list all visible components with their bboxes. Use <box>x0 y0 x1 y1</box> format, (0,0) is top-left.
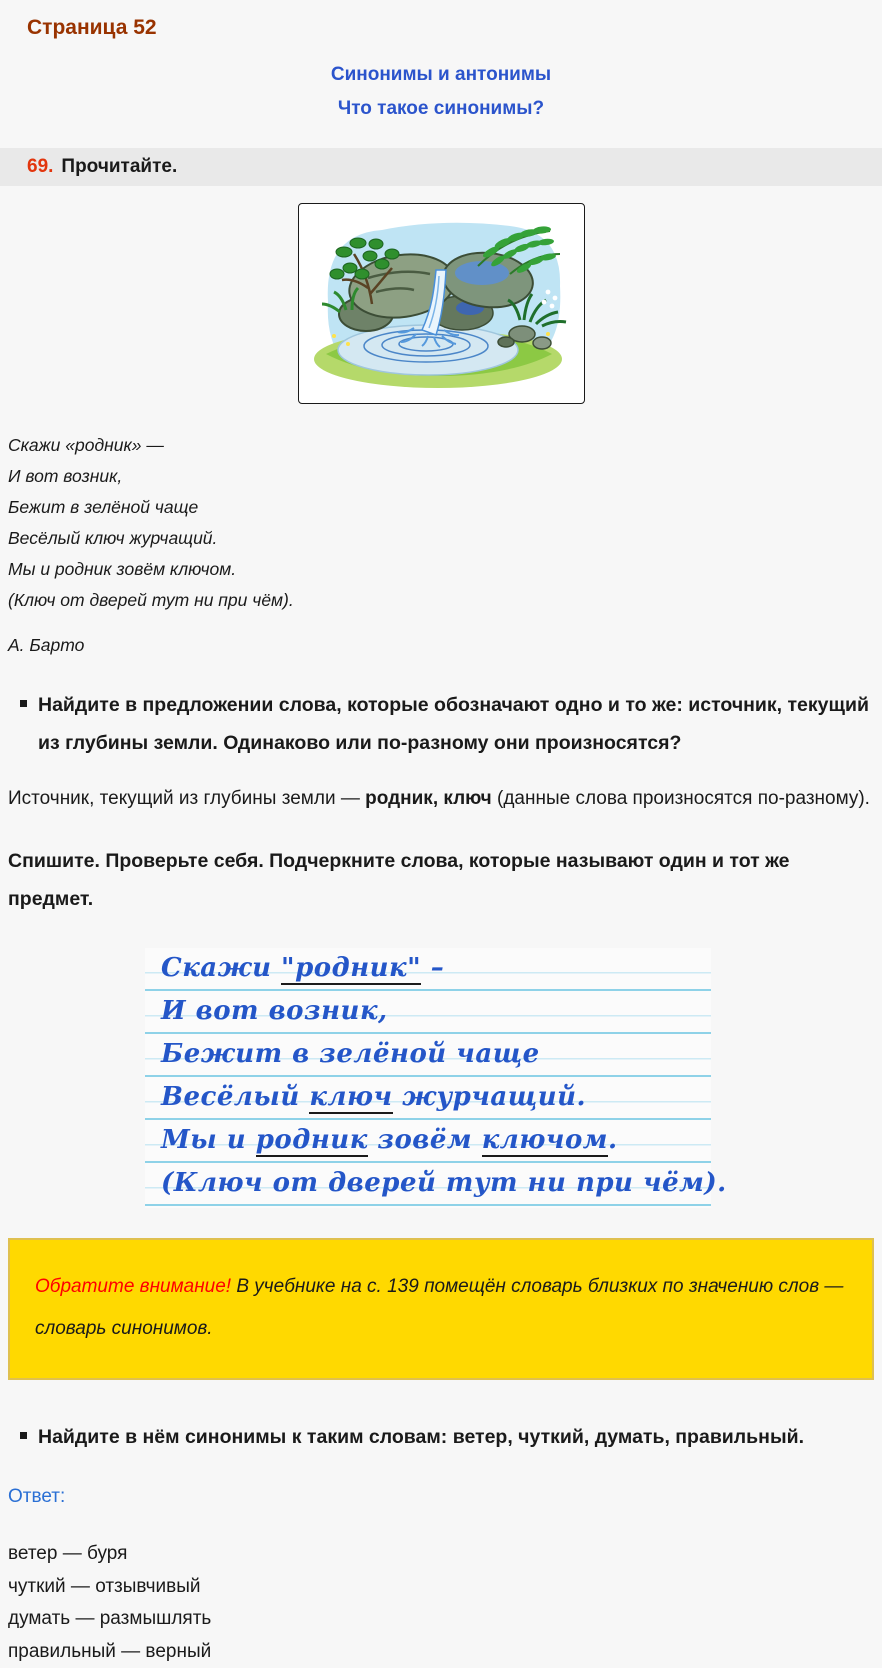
synonym-pairs <box>8 1538 882 1668</box>
handwritten-line <box>161 1077 711 1120</box>
handwritten-line <box>161 991 711 1034</box>
section-title: Синонимы и антонимы <box>0 64 882 86</box>
answer-prefix: Источник, текущий из глубины земли — <box>8 788 365 809</box>
notice-highlight: Обратите внимание! <box>35 1276 231 1297</box>
synonym-pair: правильный — верный <box>8 1636 882 1668</box>
poem-line: Бежит в зелёной чаще <box>8 492 882 523</box>
synonym-pair: чуткий — отзывчивый <box>8 1571 882 1604</box>
handwritten-text: журчащий. <box>393 1082 587 1112</box>
handwritten-text: Весёлый <box>161 1082 309 1112</box>
task-find-synonyms-text: Найдите в нём синонимы к таким словам: ветер, чуткий, думать, правильный. <box>38 1418 804 1456</box>
exercise-bar <box>0 148 882 186</box>
underlined-word: "родник" <box>281 953 421 985</box>
synonym-pair: ветер — буря <box>8 1538 882 1571</box>
poem-line: Мы и родник зовём ключом. <box>8 554 882 585</box>
poem-line: И вот возник, <box>8 461 882 492</box>
handwritten-text: И вот возник, <box>161 996 388 1026</box>
handwritten-line <box>161 1034 711 1077</box>
notice-box <box>8 1238 874 1380</box>
answer-suffix: (данные слова произносятся по-разному). <box>492 788 870 809</box>
task-find-words <box>20 686 882 762</box>
task-copy-text: Спишите. Проверьте себя. Подчеркните слова, которые называют один и тот же предмет. <box>8 842 874 918</box>
handwritten-line <box>161 1163 711 1206</box>
spring-clipart <box>310 216 572 392</box>
bullet-square-icon <box>20 700 27 707</box>
notice-text: В учебнике на с. 139 помещён словарь близких по значению слов — словарь синонимов. <box>35 1276 843 1339</box>
section-subtitle: Что такое синонимы? <box>0 98 882 120</box>
underlined-word: ключом <box>482 1125 608 1157</box>
poem-line: Скажи «родник» — <box>8 430 882 461</box>
answer-label: Ответ: <box>8 1486 882 1508</box>
synonym-pair: думать — размышлять <box>8 1603 882 1636</box>
handwritten-text: Мы и <box>161 1125 256 1155</box>
poem-line: (Ключ от дверей тут ни при чём). <box>8 585 882 616</box>
poem <box>8 430 882 616</box>
exercise-number: 69. <box>27 156 53 177</box>
handwriting-area <box>145 948 711 1208</box>
handwritten-line <box>161 1120 711 1163</box>
task-find-words-text: Найдите в предложении слова, которые обозначают одно и то же: источник, текущий из глубины земли. Одинаково или по-разному они произносятся? <box>38 686 872 762</box>
spring-image-frame <box>298 203 585 404</box>
poem-line: Весёлый ключ журчащий. <box>8 523 882 554</box>
handwritten-text: Бежит в зелёной чаще <box>161 1039 540 1069</box>
underlined-word: родник <box>256 1125 368 1157</box>
section-headings <box>0 64 882 120</box>
handwritten-text: зовём <box>368 1125 482 1155</box>
handwritten-line <box>161 948 711 991</box>
answer-bold-words: родник, ключ <box>365 788 492 809</box>
handwritten-text: Скажи <box>161 953 281 983</box>
handwritten-text: . <box>608 1125 618 1155</box>
poem-author: А. Барто <box>8 635 882 656</box>
underlined-word: ключ <box>309 1082 392 1114</box>
answer-paragraph <box>8 780 874 818</box>
bullet-square-icon <box>20 1432 27 1439</box>
handwritten-text: (Ключ от дверей тут ни при чём). <box>161 1168 727 1198</box>
exercise-label: Прочитайте. <box>61 156 177 177</box>
task-find-synonyms <box>20 1418 882 1456</box>
page-title: Страница 52 <box>27 16 882 40</box>
handwritten-text: – <box>421 953 444 983</box>
